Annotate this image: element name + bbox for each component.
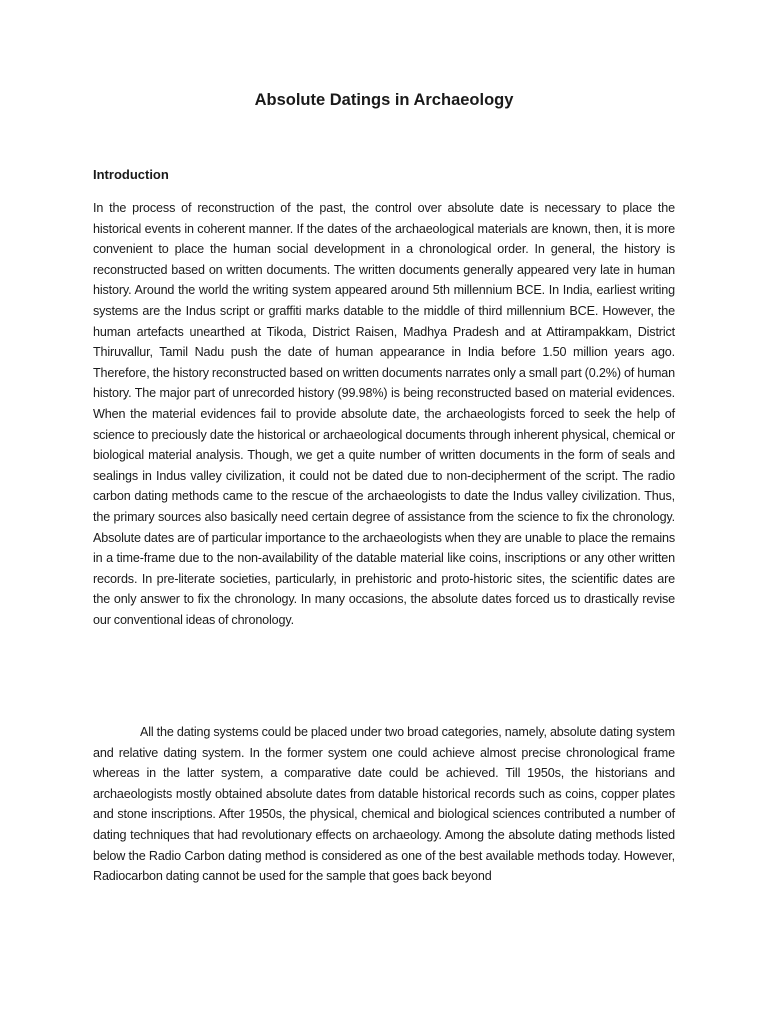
body-paragraph-1: In the process of reconstruction of the past, the control over absolute date is necessary to place the historical events in coherent manner. If the dates of the archaeological materials are known, then, it is more convenient to place the human social development in a chronological order. In general, the history is reconstructed based on written documents. The written documents generally appeared very late in human history. Around the world the writing system appeared around 5th millennium BCE. In India, earliest writing systems are the Indus script or graffiti marks datable to the middle of third millennium BCE. However, the human artefacts unearthed at Tikoda, District Raisen, Madhya Pradesh and at Attirampakkam, District Thiruvallur, Tamil Nadu push the date of human appearance in India before 1.50 million years ago. Therefore, the history reconstructed based on written documents narrates only a small part (0.2%) of human history. The major part of unrecorded history (99.98%) is being reconstructed based on material evidences. When the material evidences fail to provide absolute date, the archaeologists forced to seek the help of science to preciously date the historical or archaeological documents through inherent physical, chemical or biological material analysis. Though, we get a quite number of written documents in the form of seals and sealings in Indus valley civilization, it could not be dated due to non-decipherment of the script. The radio carbon dating methods came to the rescue of the archaeologists to date the Indus valley civilization. Thus, the primary sources also basically need certain degree of assistance from the science to fix the chronology. Absolute dates are of particular importance to the archaeologists when they are unable to place the remains in a time-frame due to the non-availability of the datable material like coins, inscriptions or any other written records. In pre-literate societies, particularly, in prehistoric and proto-historic sites, the scientific dates are the only answer to fix the chronology. In many occasions, the absolute dates forced us to drastically revise our conventional ideas of chronology.: [93, 201, 675, 627]
section-heading-introduction: Introduction: [93, 167, 169, 182]
document-title: Absolute Datings in Archaeology: [254, 91, 514, 109]
body-paragraph-2: All the dating systems could be placed under two broad categories, namely, absolute dating system and relative dating system. In the former system one could achieve almost precise chronological frame whereas in the latter system, a comparative date could be achieved. Till 1950s, the historians and archaeologists mostly obtained absolute dates from datable historical records such as coins, copper plates and stone inscriptions. After 1950s, the physical, chemical and biological sciences contributed a number of dating techniques that had revolutionary effects on archaeology. Among the absolute dating methods listed below the Radio Carbon dating method is considered as one of the best available methods today. However, Radiocarbon dating cannot be used for the sample that goes back beyond: [93, 725, 675, 884]
